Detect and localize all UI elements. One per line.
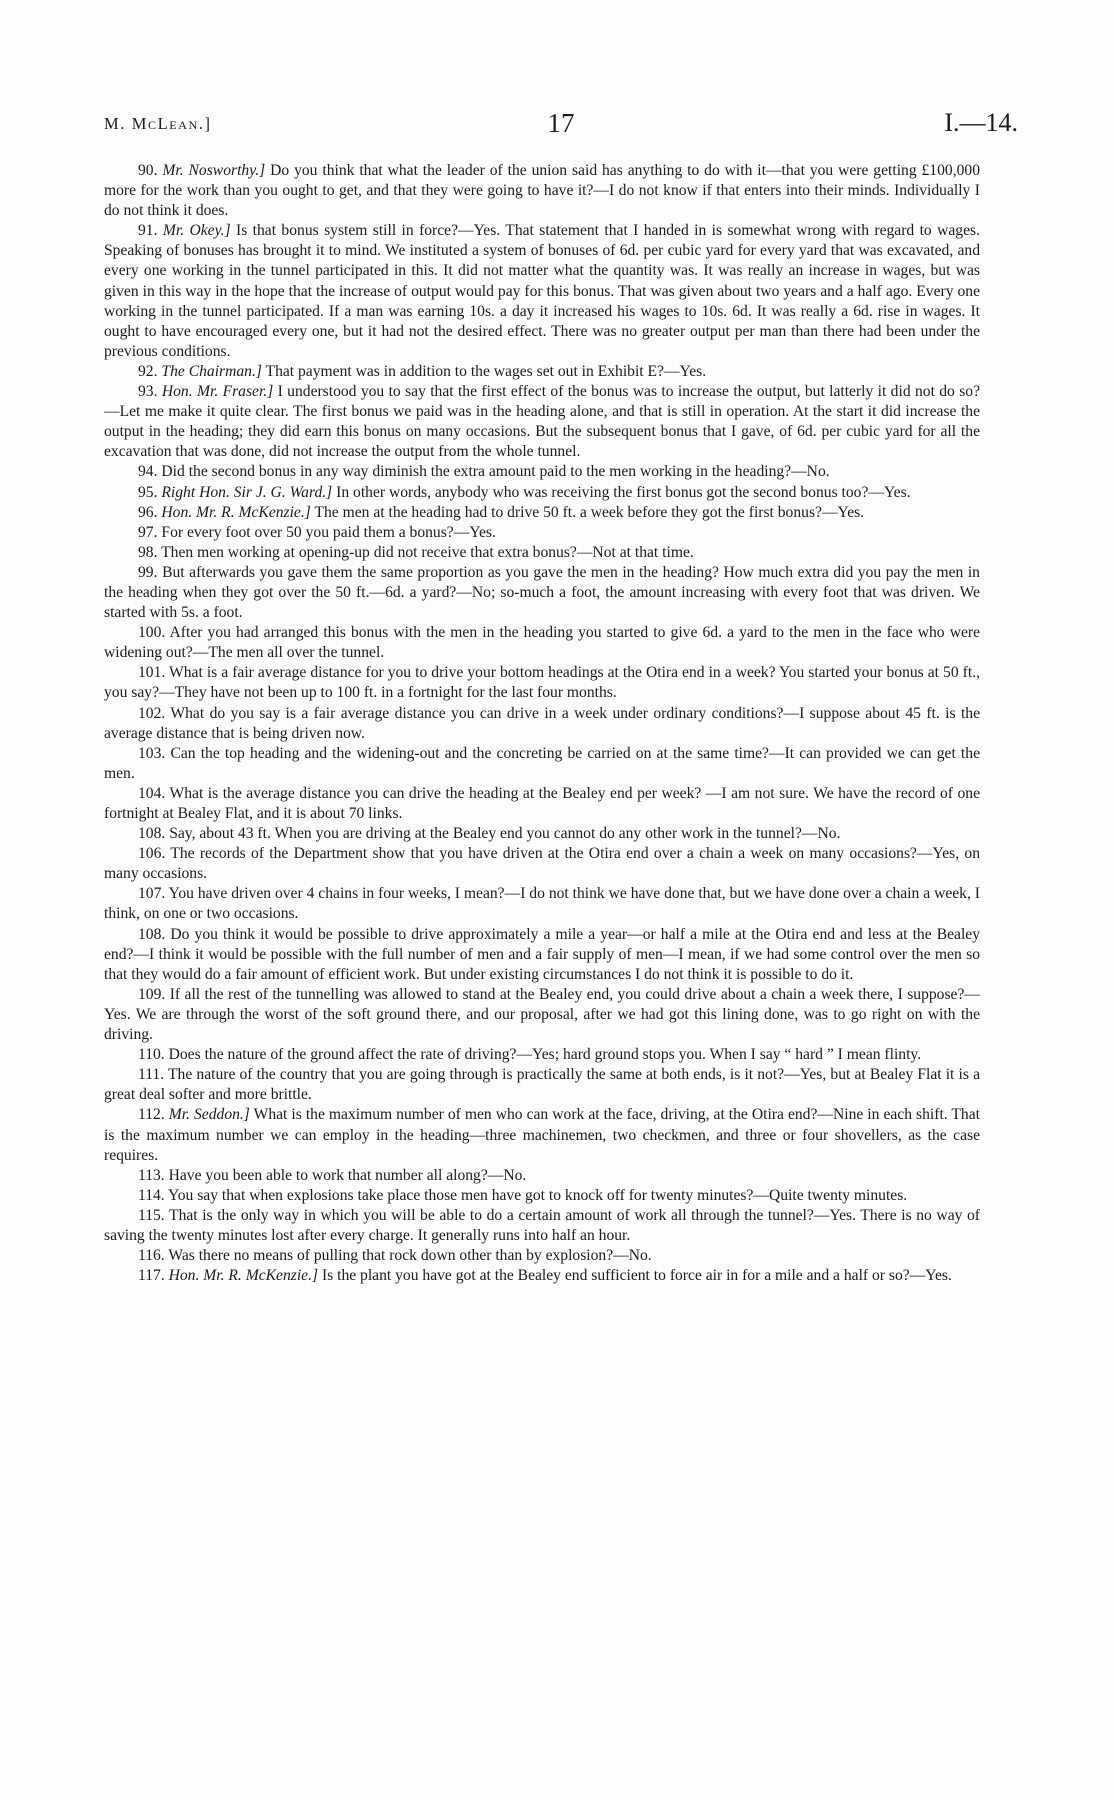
question-answer-paragraph [104,1045,980,1065]
page-number: 17 [547,108,575,138]
question-number: 93. [138,383,158,401]
question-answer-paragraph [104,523,980,543]
speaker-name: Right Hon. Sir J. G. Ward.] [161,483,333,501]
question-number: 108. [138,825,166,843]
question-answer-paragraph [104,784,980,824]
question-answer-paragraph [104,1166,980,1186]
question-answer-paragraph [104,462,980,482]
paper-reference: I.—14. [944,108,1018,137]
question-answer-paragraph [104,1186,980,1206]
speaker-name: Hon. Mr. R. McKenzie.] [161,503,311,521]
speaker-name: Mr. Okey.] [162,222,231,240]
question-answer-text: What is the average distance you can drive the heading at the Bealey end per week? —I am not sure. We have the record of one fortnight at Bealey Flat, and it is about 70 links. [104,784,980,822]
speaker-name: The Chairman.] [161,362,262,380]
question-answer-paragraph [104,1266,980,1286]
question-answer-paragraph [104,925,980,985]
question-number: 111. [138,1066,165,1084]
question-answer-text: What is a fair average distance for you to drive your bottom headings at the Otira end in a week? You started your bonus at 50 ft., you say?—They have not been up to 100 ft. in a fortnight for the last four months. [104,664,980,702]
speaker-name: Mr. Nosworthy.] [162,162,266,179]
question-answer-paragraph [104,503,980,523]
question-answer-text: For every foot over 50 you paid them a bonus?—Yes. [161,523,496,541]
question-answer-paragraph [104,362,980,382]
question-number: 107. [138,885,166,903]
question-number: 99. [138,563,158,581]
question-answer-text: Do you think that what the leader of the union said has anything to do with it—that you were getting £100,000 more for the work than you ought to get, and that they were going to have it?—I do not know if that enters into their minds. Individually I do not think it does. [104,162,980,220]
question-answer-text: That payment was in addition to the wages set out in Exhibit E?—Yes. [261,362,707,380]
question-answer-text: Have you been able to work that number all along?—No. [168,1166,527,1184]
question-number: 90. [138,162,158,179]
question-answer-text: Can the top heading and the widening-out and the concreting be carried on at the same time?—It can provided we can get the men. [104,744,980,782]
question-answer-text: What do you say is a fair average distance you can drive in a week under ordinary conditions?—I suppose about 45 ft. is the average distance that is being driven now. [104,704,980,742]
question-answer-text: But afterwards you gave them the same proportion as you gave the men in the heading? How much extra did you pay the men in the heading when they got over the 50 ft.—6d. a yard?—No; so-much a foot, the amount increasing with every foot that was driven. We started with 5s. a foot. [104,563,980,622]
question-answer-text: The nature of the country that you are going through is practically the same at both ends, is it not?—Yes, but at Bealey Flat it is a great deal softer and more brittle. [104,1066,980,1104]
question-answer-paragraph [104,543,980,563]
question-number: 98. [138,543,158,561]
question-number: 110. [138,1046,165,1064]
question-answer-text: If all the rest of the tunnelling was allowed to stand at the Bealey end, you could drive about a chain a week there, I suppose?—Yes. We are through the worst of the soft ground there, and our proposal, after we had got this lining done, was to go right on with the driving. [104,985,980,1044]
question-number: 100. [138,624,166,642]
question-number: 95. [138,483,158,501]
question-number: 97. [138,523,158,541]
question-answer-paragraph [104,824,980,844]
question-answer-paragraph [104,382,980,462]
question-number: 92. [138,362,158,380]
question-answer-text: Is that bonus system still in force?—Yes. That statement that I handed in is somewhat wrong with regard to wages. Speaking of bonuses has brought it to mind. We instituted a system of bonuses of 6d. per cubic yard for every yard that was excavated, and every one working in the tunnel participated in this. It did not matter what the quantity was. It was really an increase in wages, but was given in this way in the hope that the increase of output would pay for this bonus. That was given about two years and a half ago. Every one working in the tunnel participated. If a man was earning 10s. a day it increased his wages to 10s. 6d. It was really a 6d. rise in wages. It ought to have encouraged every one, but it had not the desired effect. There was no greater output per man than there had been under the previous conditions. [104,222,980,360]
header-witness-name: M. McLean.] [104,114,212,133]
speaker-name: Hon. Mr. R. McKenzie.] [168,1267,319,1285]
question-answer-text: The men at the heading had to drive 50 ft. a week before they got the first bonus?—Yes. [310,503,865,521]
question-number: 104. [138,784,166,802]
question-answer-paragraph [104,161,980,221]
question-number: 115. [138,1206,165,1224]
question-answer-paragraph [104,1246,980,1266]
question-number: 96. [138,503,158,521]
question-answer-text: You have driven over 4 chains in four weeks, I mean?—I do not think we have done that, but we have done over a chain a week, I think, on one or two occasions. [104,885,980,923]
question-answer-paragraph [104,1105,980,1165]
question-number: 94. [138,463,158,481]
question-number: 112. [138,1106,165,1124]
question-answer-paragraph [104,483,980,503]
question-answer-paragraph [104,884,980,924]
question-answer-text: After you had arranged this bonus with the men in the heading you started to give 6d. a yard to the men in the face who were widening out?—The men all over the tunnel. [104,624,980,662]
question-answer-paragraph [104,744,980,784]
question-answer-text: Did the second bonus in any way diminish the extra amount paid to the men working in the heading?—No. [161,463,830,481]
question-answer-text: That is the only way in which you will be able to do a certain amount of work all through the tunnel?—Yes. There is no way of saving the twenty minutes lost after every charge. It generally runs into half an hour. [104,1206,980,1244]
question-answer-text: Is the plant you have got at the Bealey end sufficient to force air in for a mile and a half or so?—Yes. [318,1267,952,1285]
question-answer-paragraph [104,1065,980,1105]
question-number: 106. [138,845,166,863]
question-answer-text: Say, about 43 ft. When you are driving at the Bealey end you cannot do any other work in the tunnel?—No. [169,825,841,843]
question-answer-text: In other words, anybody who was receiving the first bonus got the second bonus too?—Yes. [332,483,911,501]
question-number: 117. [138,1267,165,1285]
question-number: 109. [138,985,166,1003]
question-number: 101. [138,664,166,682]
question-answer-paragraph [104,623,980,663]
question-answer-paragraph [104,1206,980,1246]
question-answer-paragraph [104,221,980,362]
question-answer-text: Do you think it would be possible to drive approximately a mile a year—or half a mile at the Otira end and less at the Bealey end?—I think it would be possible with the full number of men and a fair supply of men—I mean, if we had some control over the men so that they would do a fair amount of efficient work. But under existing circumstances I do not think it is possible to do it. [104,925,980,983]
question-answer-paragraph [104,663,980,703]
question-answer-paragraph [104,704,980,744]
speaker-name: Hon. Mr. Fraser.] [161,383,274,401]
question-number: 114. [138,1186,165,1204]
question-answer-text: I understood you to say that the first effect of the bonus was to increase the output, but latterly it did not do so?—Let me make it quite clear. The first bonus we paid was in the heading alone, and that is still in operation. At the start it did increase the output in the heading; they did earn this bonus on many occasions. But the subsequent bonus that I gave, of 6d. per cubic yard for all the excavation that was done, did not increase the output from the whole tunnel. [104,383,980,461]
question-answer-text: Was there no means of pulling that rock down other than by explosion?—No. [168,1247,652,1265]
question-answer-text: Does the nature of the ground affect the rate of driving?—Yes; hard ground stops you. When I say “ hard ” I mean flinty. [168,1046,922,1064]
question-number: 108. [138,925,166,943]
question-number: 91. [138,222,158,240]
question-answer-text: What is the maximum number of men who can work at the face, driving, at the Otira end?—Nine in each shift. That is the maximum number we can employ in the heading—three machinemen, two checkmen, and three or four shovellers, as the case requires. [104,1106,980,1164]
question-number: 102. [138,704,166,722]
speaker-name: Mr. Seddon.] [168,1106,250,1124]
question-answer-paragraph [104,985,980,1045]
question-number: 103. [138,744,166,762]
question-answer-text: The records of the Department show that you have driven at the Otira end over a chain a week on many occasions?—Yes, on many occasions. [104,845,981,883]
question-number: 116. [138,1247,165,1265]
question-number: 113. [138,1166,165,1184]
question-answer-paragraph [104,844,980,884]
page-header [104,108,1018,142]
question-answer-text: You say that when explosions take place those men have got to knock off for twenty minutes?—Quite twenty minutes. [168,1186,908,1204]
question-answer-text: Then men working at opening-up did not receive that extra bonus?—Not at that time. [161,543,694,561]
testimony-body [104,161,980,1286]
question-answer-paragraph [104,563,980,623]
